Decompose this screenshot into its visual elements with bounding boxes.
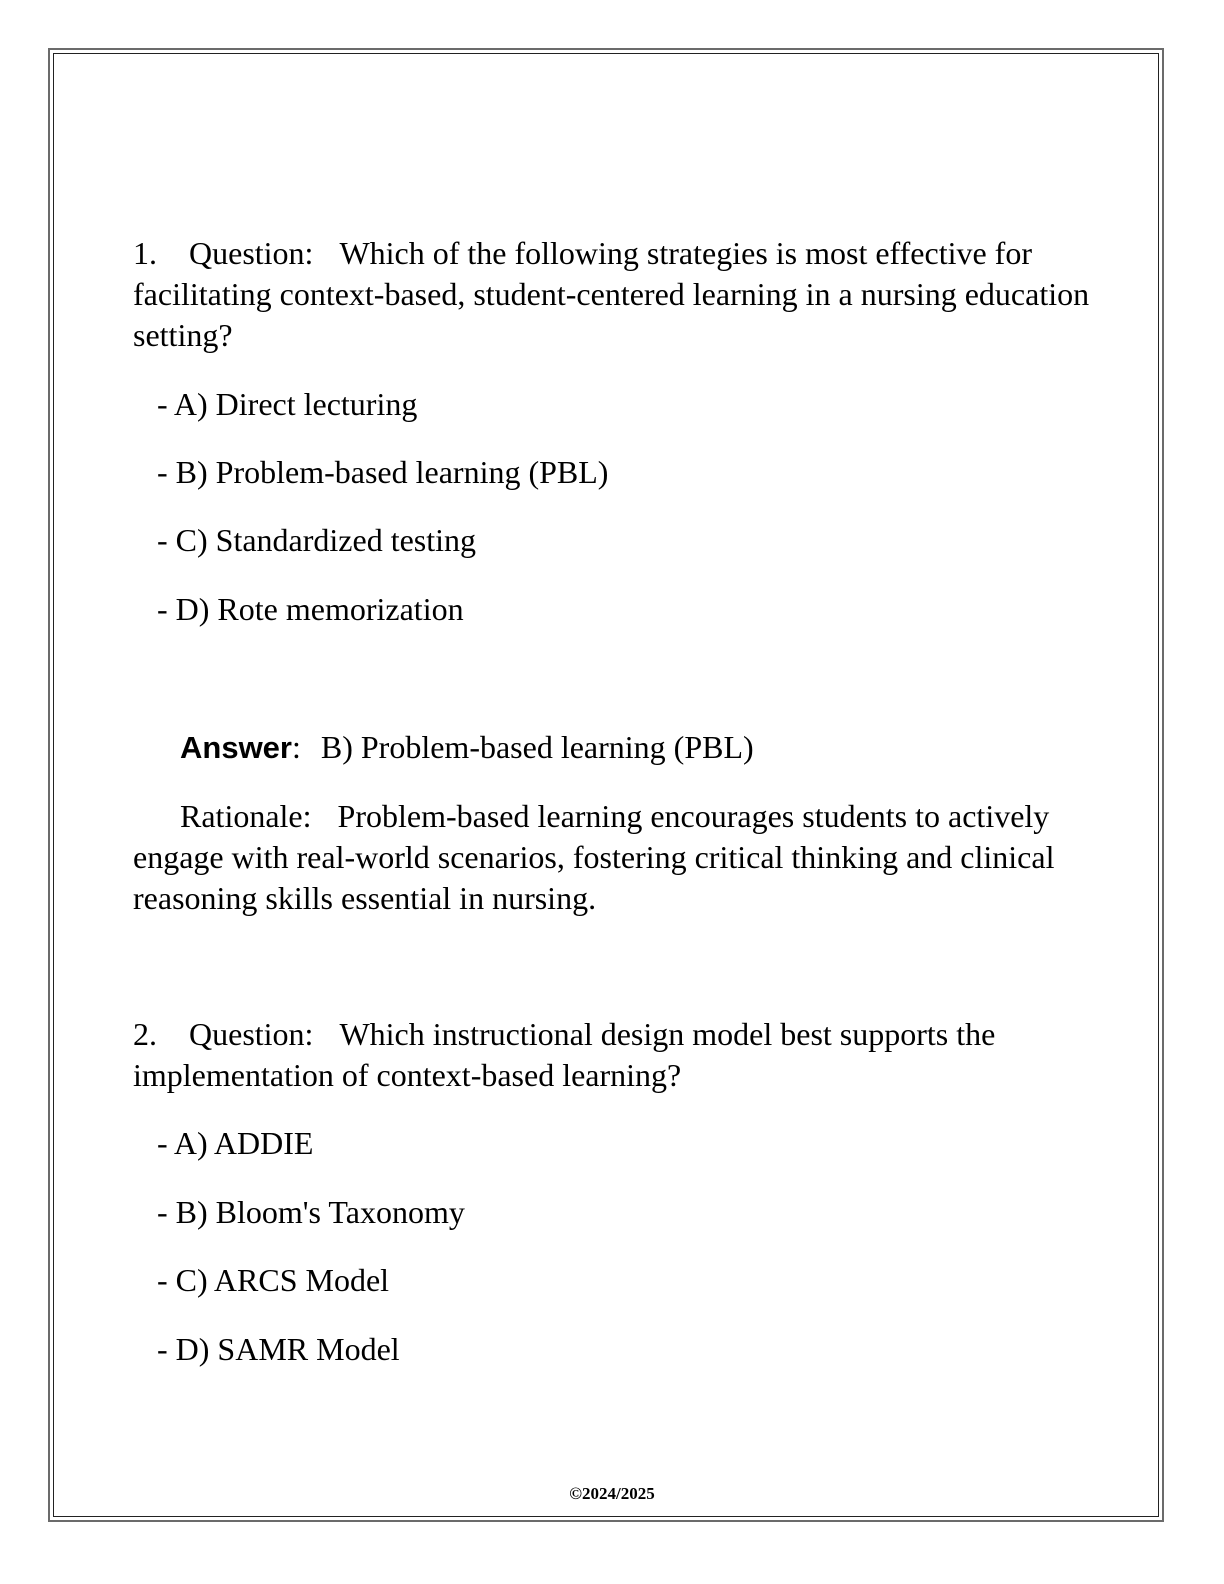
answer-line (180, 727, 754, 768)
copyright-footer: ©2024/2025 (569, 1484, 655, 1503)
answer-colon: : (291, 729, 301, 765)
question-label: Question: (189, 1016, 314, 1052)
question-number: 1. (133, 235, 157, 271)
option-b: - B) Bloom's Taxonomy (157, 1194, 465, 1230)
option-c: - C) ARCS Model (157, 1262, 390, 1298)
option-d: - D) Rote memorization (157, 591, 464, 627)
question-label: Question: (189, 235, 314, 271)
question-text: Which instructional design model best supports the implementation of context-based learning? (133, 1016, 996, 1093)
rationale (133, 796, 1093, 919)
rationale-text: Problem-based learning encourages students to actively engage with real-world scenarios, fostering critical thinking and clinical reasoning skills essential in nursing. (133, 798, 1055, 916)
question-number: 2. (133, 1016, 157, 1052)
question-text: Which of the following strategies is most effective for facilitating context-based, student-centered learning in a nursing education setting? (133, 235, 1090, 353)
answer-text: B) Problem-based learning (PBL) (320, 729, 754, 765)
option-c: - C) Standardized testing (157, 522, 477, 558)
option-a: - A) ADDIE (157, 1125, 314, 1161)
question-1 (133, 233, 1093, 356)
option-b: - B) Problem-based learning (PBL) (157, 454, 609, 490)
option-d: - D) SAMR Model (157, 1331, 400, 1367)
rationale-label: Rationale: (180, 798, 312, 834)
question-2 (133, 1014, 1093, 1096)
answer-label: Answer (180, 730, 292, 765)
option-a: - A) Direct lecturing (157, 386, 418, 422)
